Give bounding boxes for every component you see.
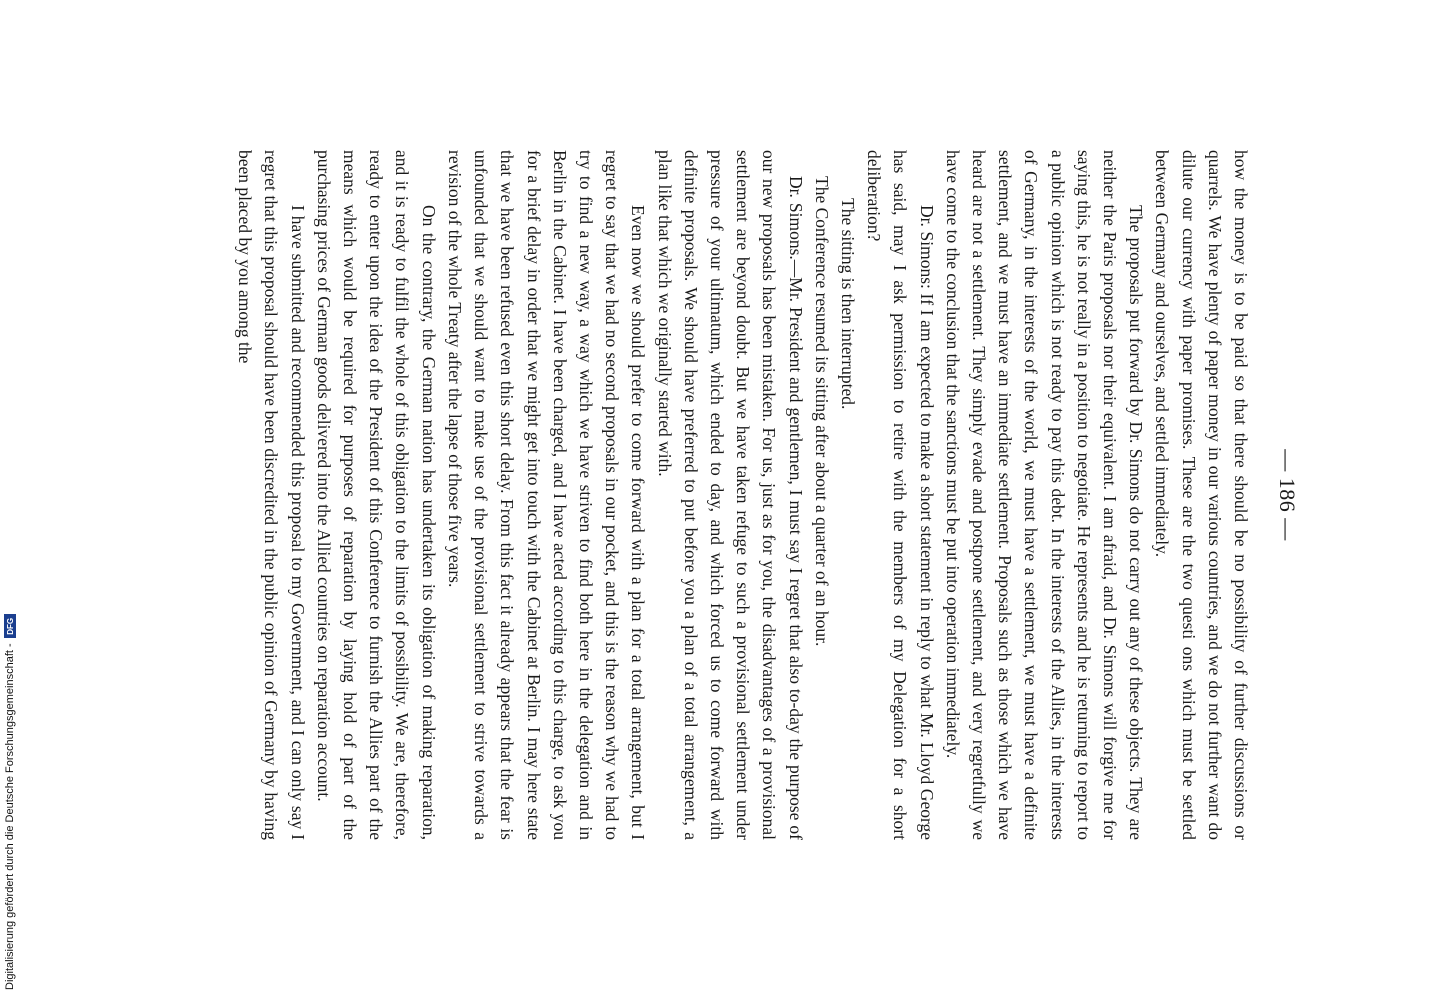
dfg-attribution	[3, 600, 17, 990]
paragraph-5: The Conference resumed its sitting after about a quarter of an hour.	[811, 176, 832, 647]
paragraph-1: how the money is to be paid so that there should be no possibility of further discussions or quarrels. We have plenty of paper money in our various countries, and we do not further want do dilute our currency with paper promises. These are the two questi ons which must be settled between Germany and ourselves, and settled immediately.	[1152, 150, 1251, 840]
paragraph-4: The sitting is then interrupted.	[837, 198, 858, 410]
document-page	[100, 150, 1300, 840]
paragraph-3: Dr. Simons: If I am expected to make a short statement in reply to what Mr. Lloyd George has said, may I ask permission to retire with the members of my Delegation for a short deliberation?	[864, 150, 937, 840]
dfg-logo-icon: DFG	[4, 614, 16, 638]
attribution-text: Digitalisierung gefördert durch die Deutsche Forschungsgemeinschaft -	[4, 643, 16, 990]
page-number: — 186 —	[1275, 449, 1300, 541]
paragraph-2: The proposals put forward by Dr. Simons do not carry out any of these objects. They are neither the Paris proposals nor their equivalent. I am afraid, and Dr. Simons will forgive me for saying this, he is not really in a position to negotiate. He represents and he is returning to report to a public opinion which is not ready to pay this debt. In the interests of the Allies, in the interests of Germany, in the interests of the world, we must have a settlement, we must have a definite settlement, and we must have an immediate settlement. Proposals such as those which we have heard are not a settlement. They simply evade and postpone settlement, and very regretfully we have come to the conclusion that the sanctions must be put into operation immediately.	[942, 150, 1147, 840]
paragraph-9: I have submitted and recommended this proposal to my Government, and I can only say I regret that this proposal should have been discredited in the public opinion of Germany by having been placed by you among the	[235, 150, 308, 840]
paragraph-8: On the contrary, the German nation has undertaken its obligation of making reparation, and it is ready to fulfil the whole of this obligation to the limits of possibility. We are, therefore, ready to enter upon the idea of the President of this Conference to furnish the Allies part of the means which would be required for purposes of reparation by laying hold of part of the purchasing prices of German goods delivered into the Allied countries on reparation account.	[313, 150, 439, 840]
paragraph-7: Even now we should prefer to come forward with a plan for a total arrangement, but I regret to say that we had no second proposals in our pocket, and this is the reason why we had to try to find a new way, a way which we have striven to find both here in the delegation and in Berlin in the Cabinet. I have been charged, and I have acted according to this charge, to ask you for a brief delay in order that we might get into touch with the Cabinet at Berlin. I may here state that we have been refused even this short delay. From this fact it already appears that the fear is unfounded that we should want to make use of the provisional settlement to strive towards a revision of the whole Treaty after the lapse of those five years.	[444, 150, 649, 840]
paragraph-6: Dr. Simons.—Mr. President and gentlemen, I must say I regret that also to-day the purpose of our new proposals has been mistaken. For us, just as for you, the disadvantages of a provisional settlement are beyond doubt. But we have taken refuge to such a provisional settlement under pressure of your ultimatum, which ended to day, and which forced us to come forward with definite proposals. We should have preferred to put before you a plan of a total arrangement, a plan like that which we originally started with.	[654, 150, 806, 840]
